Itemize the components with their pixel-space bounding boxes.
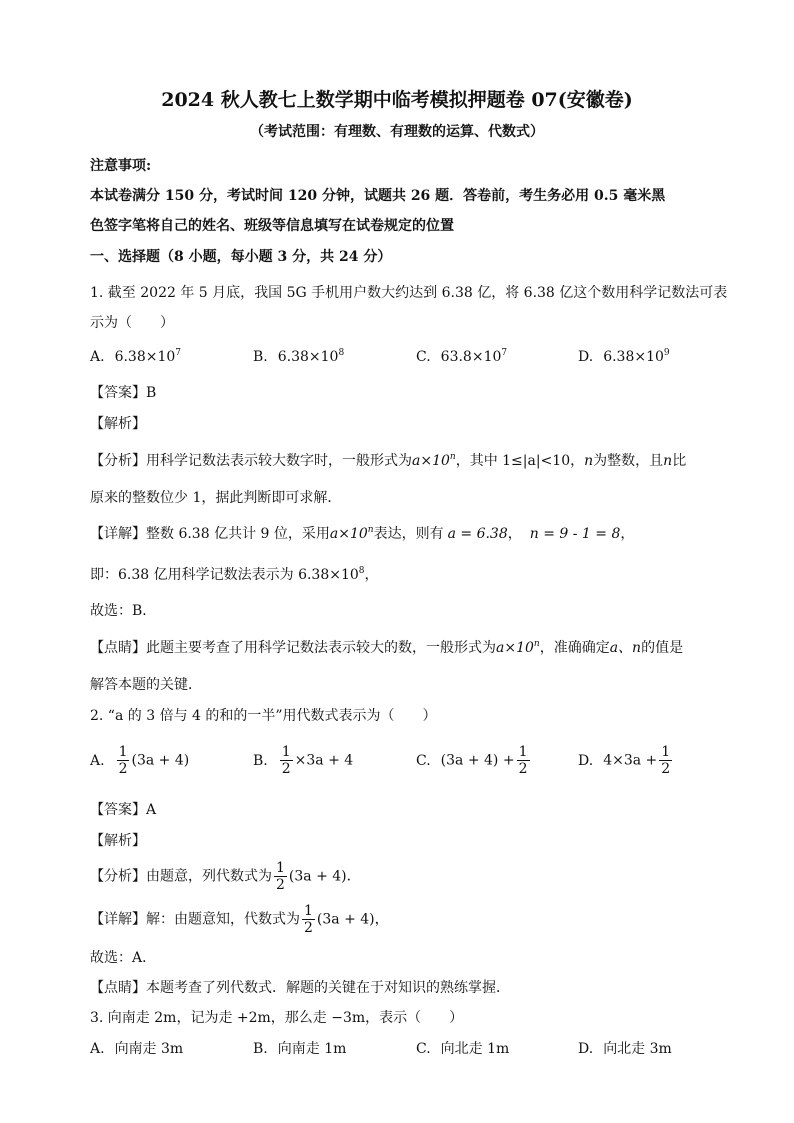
option-base: 6.38×10 [277,349,339,365]
q1-option-a [90,347,181,367]
q1-dianjing [90,638,683,658]
xiangjie-label: 【详解】 [90,911,146,928]
q1-analysis-label: 【解析】 [90,416,146,432]
option-expr: ×3a + 4 [294,752,354,769]
q1-option-b [253,347,344,367]
formula-exp: n [533,639,540,649]
answer-value: A [146,802,157,818]
option-base: 6.38×10 [603,349,664,365]
option-letter: A. [90,1041,105,1057]
dianjing-label: 【点睛】 [90,980,146,996]
fenxi-text: 用科学记数法表示较大数字时，一般形式为 [146,453,412,469]
option-letter: C. [416,1041,431,1057]
fenxi-text: 为整数，且 [593,453,664,469]
xiangjie-text: 整数 6.38 亿共计 9 位，采用 [146,526,330,542]
dianjing-text: ，准确确定 [539,640,610,656]
q1-choice: 故选：B． [90,603,157,619]
fraction-denominator: 2 [304,920,313,936]
notice-line-2: 色签字笔将自己的姓名、班级等信息填写在试卷规定的位置 [90,218,454,234]
q1-dianjing-line-2: 解答本题的关键． [90,677,202,693]
fraction-numerator: 1 [281,744,291,760]
option-letter: B. [253,752,268,769]
fenxi-text: ，其中 1≤|a|<10， [455,453,585,469]
formula: n [663,453,673,469]
formula: a×10 [412,453,450,469]
option-letter: C. [416,752,431,769]
q3-option-b [253,1039,346,1059]
q3-stem: 3. 向南走 2m，记为走 +2m，那么走 −3m，表示（ ） [90,1010,464,1026]
formula: (3a + 4) [288,868,347,885]
formula: n = 9 - 1 = 8 [529,526,621,542]
fraction-half [659,744,672,777]
option-letter: B. [253,349,268,365]
q3-option-c [416,1039,509,1059]
answer-label: 【答案】 [90,385,146,401]
fraction-numerator: 1 [276,860,285,876]
option-letter: D. [578,752,594,769]
section-title: 一、选择题（8 小题，每小题 3 分，共 24 分） [90,249,392,265]
ji-exp: 8 [358,566,365,576]
fraction-denominator: 2 [281,761,291,777]
q2-dianjing [90,978,510,998]
fenxi-label: 【分析】 [90,453,146,469]
q2-option-d [578,744,674,777]
fraction-denominator: 2 [118,761,128,777]
dianjing-label: 【点睛】 [90,640,146,656]
q1-option-c [416,347,507,367]
option-text: 向北走 3m [603,1041,672,1057]
q2-option-c [416,744,532,777]
formula: a = 6.38 [447,526,508,542]
dianjing-text: 本题考查了列代数式．解题的关键在于对知识的熟练掌握． [146,980,510,996]
option-base: 6.38×10 [114,349,176,365]
page-subtitle: （考试范围：有理数、有理数的运算、代数式） [250,124,544,140]
q1-stem-line-1: 1. 截至 2022 年 5 月底，我国 5G 手机用户数大约达到 6.38 亿，将 6.38 亿这个数用科学记数法可表 [90,285,728,301]
fraction-half [280,744,293,777]
q1-xiangjie [90,524,634,544]
option-letter: A. [90,752,105,769]
option-text: 向南走 3m [114,1041,184,1057]
q1-answer [90,383,156,403]
option-letter: C. [416,349,431,365]
q1-fenxi-line-2: 原来的整数位少 1，据此判断即可求解． [90,490,342,506]
q2-answer [90,800,156,820]
xiangjie-text: 表达，则有 [373,526,444,542]
fenxi-text: ． [346,868,361,885]
answer-value: B [146,385,157,401]
fenxi-text: 比 [672,453,687,469]
option-exp: 9 [663,348,670,358]
formula-exp: n [367,525,374,535]
q2-option-b [253,744,353,777]
xiangjie-text: ， [507,526,522,542]
formula-exp: n [449,452,456,462]
option-text: 向南走 1m [277,1041,347,1057]
option-letter: D. [578,349,594,365]
option-expr: (3a + 4) [131,752,190,769]
q1-fenxi [90,451,686,471]
fenxi-label: 【分析】 [90,868,146,885]
option-exp: 7 [501,348,508,358]
q2-xiangjie [90,903,389,936]
fraction-half [302,903,315,936]
fraction-half [517,744,530,777]
fenxi-text: 由题意，列代数式为 [146,868,272,885]
fraction-numerator: 1 [118,744,128,760]
page-title: 2024 秋人教七上数学期中临考模拟押题卷 07(安徽卷) [161,89,633,111]
formula: n [584,453,594,469]
ji-text: 即：6.38 亿用科学记数法表示为 6.38×10 [90,567,359,583]
formula: (3a + 4) [316,911,375,928]
xiangjie-label: 【详解】 [90,526,146,542]
fraction-half [117,744,130,777]
q3-option-a [90,1039,183,1059]
dianjing-text: 的值是 [641,640,684,656]
xiangjie-text: ， [374,911,389,928]
q2-analysis-label: 【解析】 [90,833,146,849]
notice-heading: 注意事项: [90,158,152,174]
option-expr: 4×3a + [603,752,658,769]
dianjing-text: 此题主要考查了用科学记数法表示较大的数，一般形式为 [146,640,496,656]
q1-ji [90,565,379,585]
option-exp: 7 [175,348,182,358]
xiangjie-text: ， [620,526,635,542]
answer-label: 【答案】 [90,802,146,818]
q2-choice: 故选：A． [90,950,157,966]
fraction-denominator: 2 [661,761,671,777]
q2-option-a [90,744,189,777]
option-exp: 8 [338,348,345,358]
option-base: 63.8×10 [440,349,502,365]
fraction-denominator: 2 [518,761,528,777]
ji-text: ， [364,567,379,583]
fraction-numerator: 1 [518,744,528,760]
fraction-numerator: 1 [304,903,313,919]
formula: a×10 [496,640,534,656]
q3-option-d [578,1039,672,1059]
q1-option-d [578,347,670,367]
option-letter: B. [253,1041,268,1057]
formula: a×10 [329,526,368,542]
q2-fenxi [90,860,361,893]
formula: a、n [609,640,642,656]
option-letter: A. [90,349,105,365]
fraction-half [274,860,287,893]
notice-line-1: 本试卷满分 150 分，考试时间 120 分钟，试题共 26 题．答卷前，考生务必用 0.5 毫米黑 [90,188,666,204]
option-expr: (3a + 4) + [440,752,515,769]
q1-stem-line-2: 示为（ ） [90,315,174,331]
fraction-denominator: 2 [276,877,285,893]
q2-stem: 2. “a 的 3 倍与 4 的和的一半”用代数式表示为（ ） [90,708,437,724]
xiangjie-text: 解：由题意知，代数式为 [146,911,300,928]
option-letter: D. [578,1041,594,1057]
fraction-numerator: 1 [661,744,671,760]
option-text: 向北走 1m [440,1041,510,1057]
